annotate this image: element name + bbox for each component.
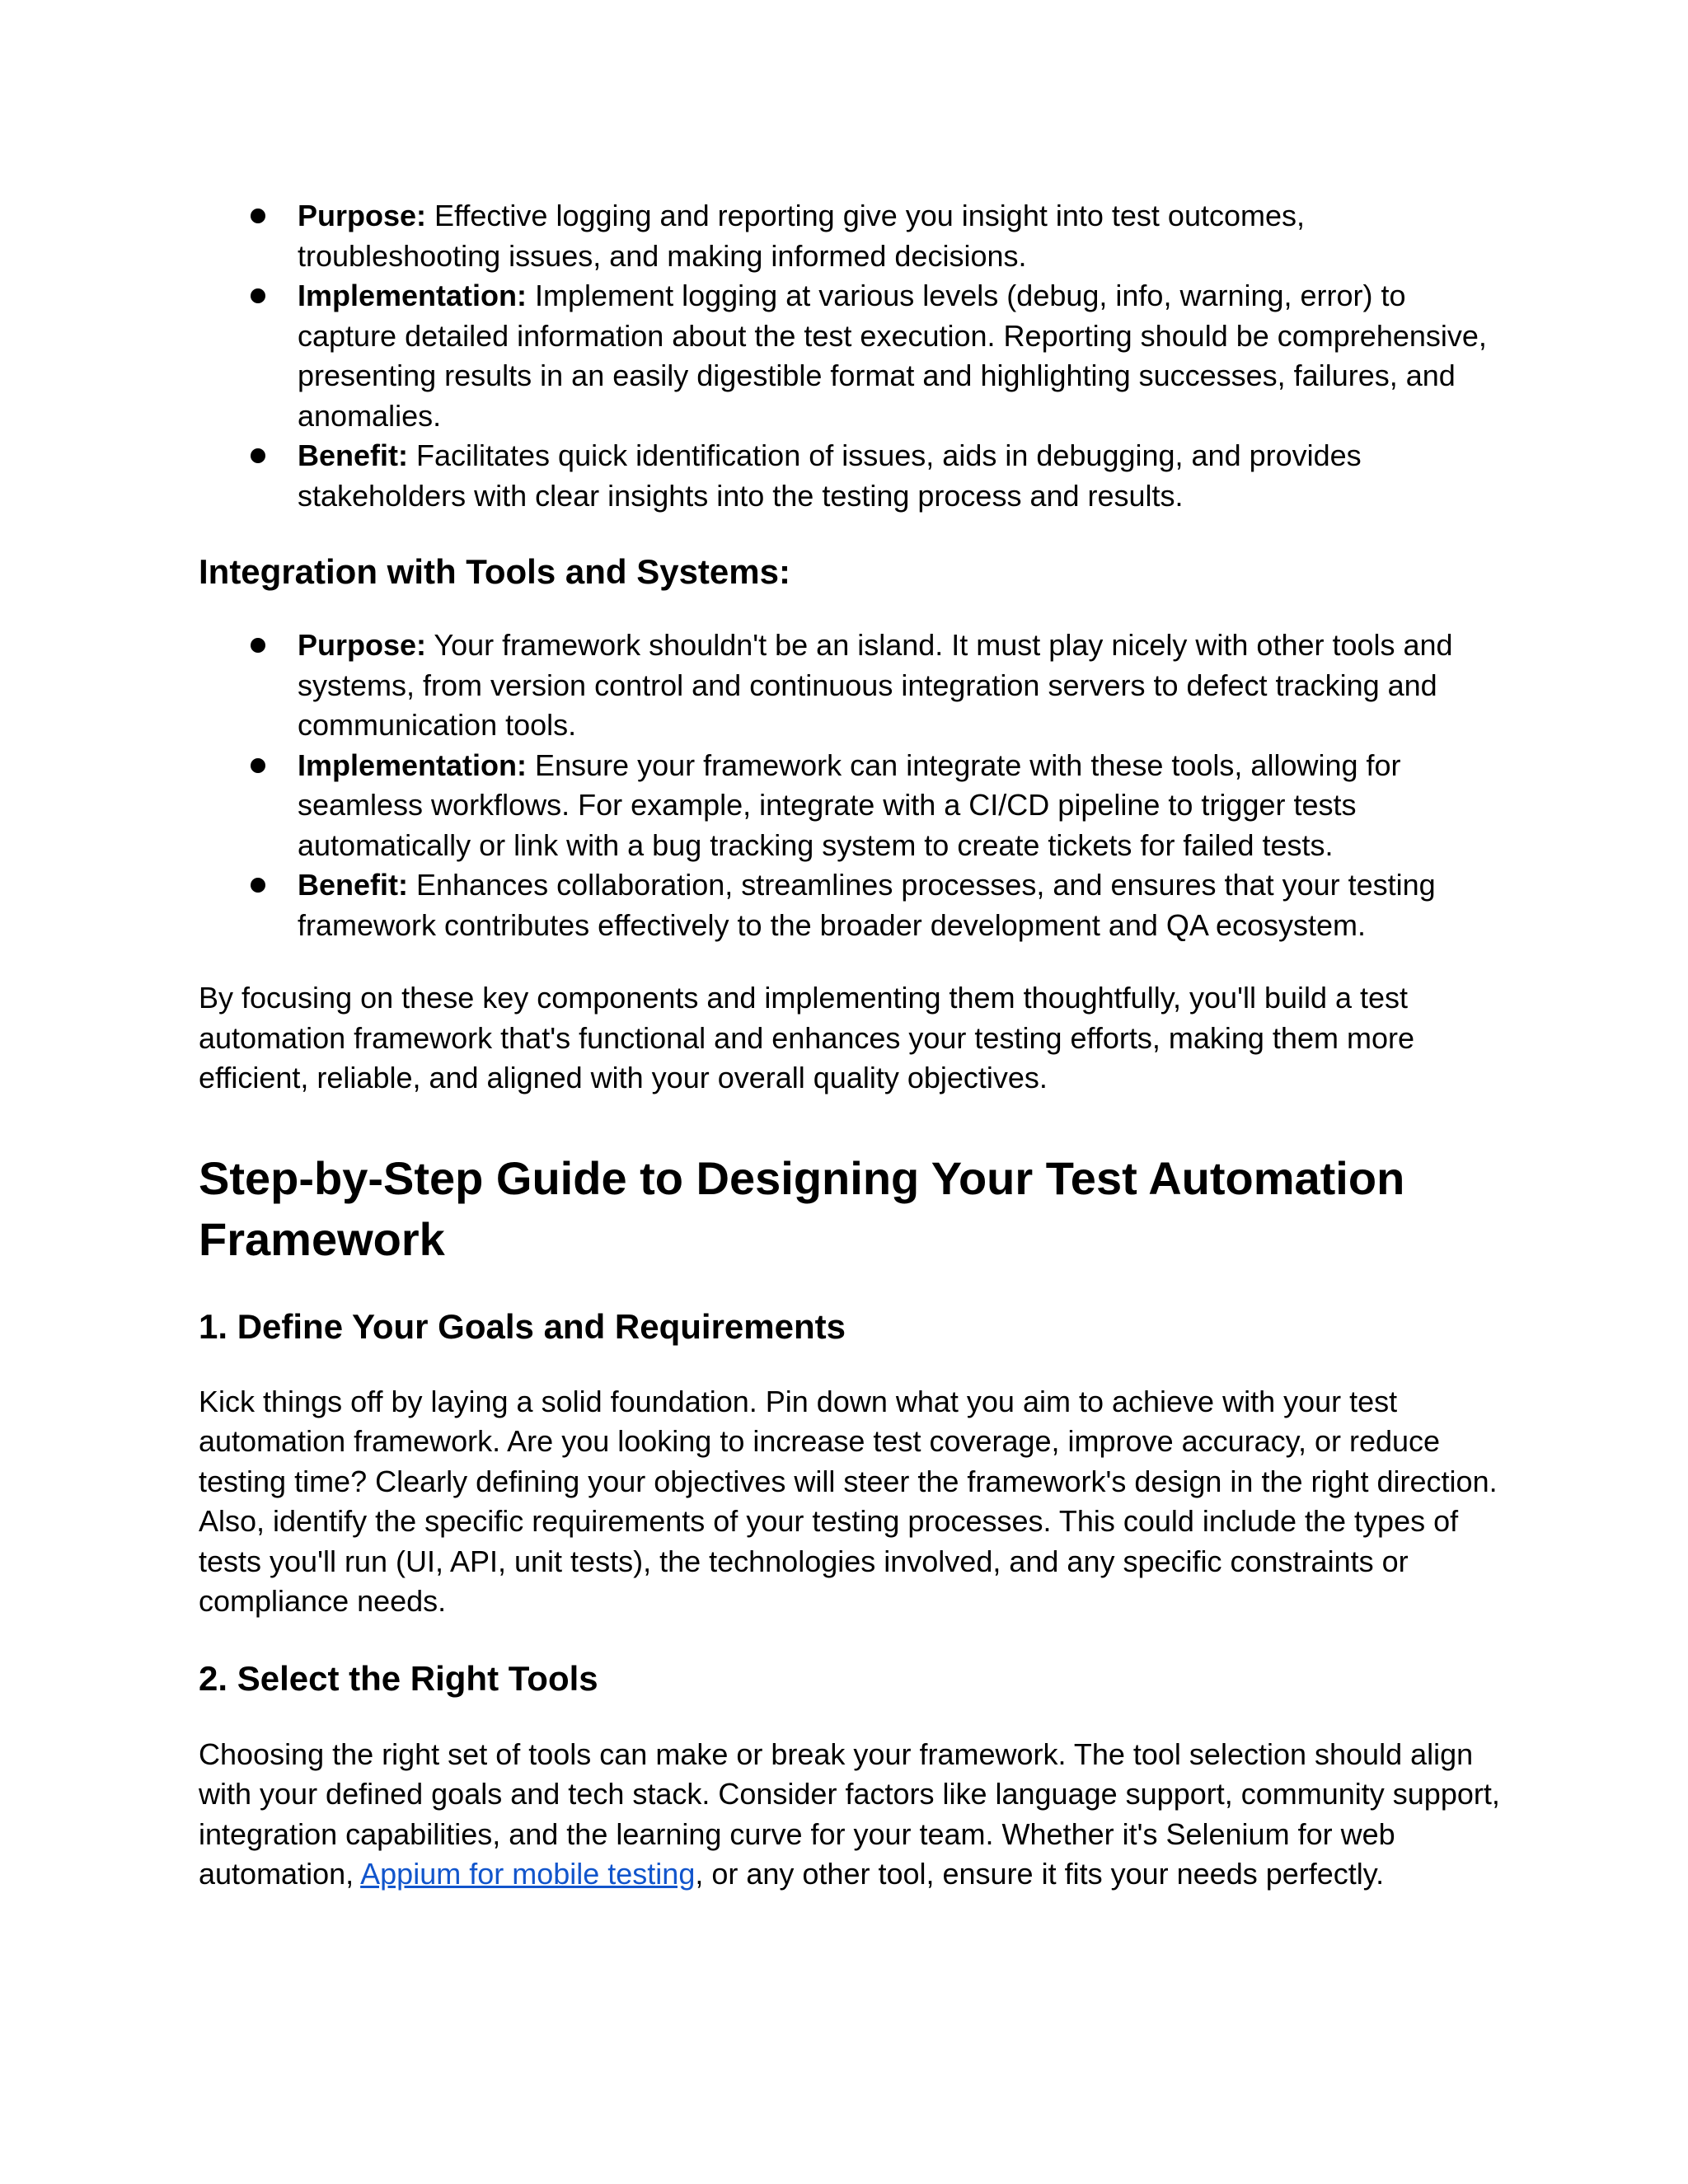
bullet-label: Benefit: <box>298 868 408 902</box>
list-item <box>199 436 1501 516</box>
list-item <box>199 196 1501 276</box>
integration-bullet-list <box>199 626 1501 945</box>
appium-link[interactable]: Appium for mobile testing <box>360 1857 696 1891</box>
step2-text-after: , or any other tool, ensure it fits your needs perfectly. <box>695 1857 1385 1891</box>
list-item <box>199 276 1501 436</box>
bullet-icon <box>251 288 265 303</box>
bullet-label: Implementation: <box>298 279 528 312</box>
document-page <box>199 196 1501 1895</box>
step2-text-before: Choosing the right set of tools can make or break your framework. The tool selection should align with your defined goals and tech stack. Consider factors like language support, community support, integration capabilities, and the learning curve for your team. Whether it's Selenium for web automation, <box>199 1736 1500 1891</box>
step1-heading: 1. Define Your Goals and Requirements <box>199 1306 846 1346</box>
list-item <box>199 626 1501 746</box>
list-item <box>199 865 1501 945</box>
bullet-icon <box>251 448 265 463</box>
summary-paragraph: By focusing on these key components and implementing them thoughtfully, you'll build a test automation framework that's functional and enhances your testing efforts, making them more efficient, reliable, and aligned with your overall quality objectives. <box>199 981 1414 1094</box>
bullet-text: Implement logging at various levels (debug, info, warning, error) to capture detailed information about the test execution. Reporting should be comprehensive, presenting results in an easily digestible format and highlighting successes, failures, and anomalies. <box>298 279 1487 433</box>
bullet-icon <box>251 758 265 773</box>
logging-bullet-list <box>199 196 1501 516</box>
bullet-icon <box>251 878 265 893</box>
bullet-label: Benefit: <box>298 438 408 472</box>
step2-heading: 2. Select the Right Tools <box>199 1658 598 1698</box>
bullet-text: Effective logging and reporting give you insight into test outcomes, troubleshooting issues, and making informed decisions. <box>298 199 1306 273</box>
bullet-text: Facilitates quick identification of issues, aids in debugging, and provides stakeholders with clear insights into the testing process and results. <box>298 438 1362 513</box>
bullet-label: Purpose: <box>298 199 427 232</box>
bullet-icon <box>251 638 265 653</box>
bullet-text: Enhances collaboration, streamlines processes, and ensures that your testing framework contributes effectively to the broader development and QA ecosystem. <box>298 868 1436 942</box>
list-item <box>199 746 1501 866</box>
bullet-icon <box>251 209 265 223</box>
bullet-label: Implementation: <box>298 748 528 782</box>
step1-paragraph: Kick things off by laying a solid foundation. Pin down what you aim to achieve with your test automation framework. Are you looking to increase test coverage, improve accuracy, or reduce testing time? Clearly defining your objectives will steer the framework's design in the right direction. Also, identify the specific requirements of your testing processes. This could include the types of tests you'll run (UI, API, unit tests), the technologies involved, and any specific constraints or compliance needs. <box>199 1384 1498 1618</box>
bullet-text: Your framework shouldn't be an island. It must play nicely with other tools and systems, from version control and continuous integration servers to defect tracking and communication tools. <box>298 628 1453 742</box>
guide-title: Step-by-Step Guide to Designing Your Test Automation Framework <box>199 1151 1405 1265</box>
integration-heading: Integration with Tools and Systems: <box>199 552 790 591</box>
step2-paragraph <box>199 1735 1501 1895</box>
bullet-label: Purpose: <box>298 628 427 662</box>
bullet-text: Ensure your framework can integrate with these tools, allowing for seamless workflows. For example, integrate with a CI/CD pipeline to trigger tests automatically or link with a bug tracking system to create tickets for failed tests. <box>298 748 1401 862</box>
